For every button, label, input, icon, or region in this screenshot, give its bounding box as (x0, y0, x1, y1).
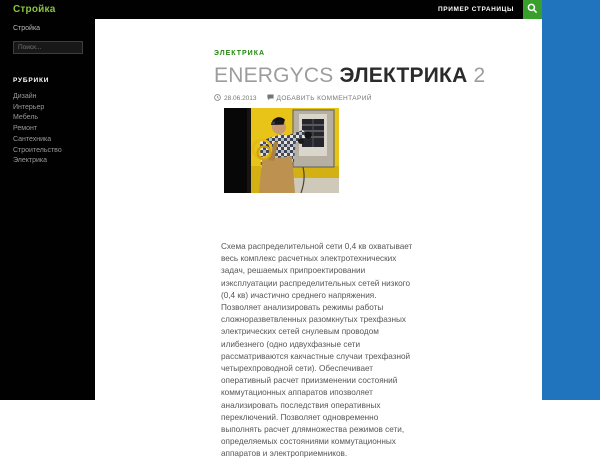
post-date-label: 28.06.2013 (224, 95, 257, 102)
categories-list (13, 92, 95, 167)
sidebar (0, 19, 95, 400)
sidebar-item-design[interactable]: Дизайн (13, 93, 37, 100)
main-content (95, 19, 542, 459)
post-title-cyrillic: ЭЛЕКТРИКА (339, 64, 474, 87)
post-article (214, 42, 524, 459)
site-header (0, 0, 542, 19)
search-icon (527, 2, 538, 17)
post-body-text: Схема распределительной сети 0,4 кв охватывает весь комплекс расчетных электротехнических задач, решаемых припроектировании иэксплуатации распределительных сетей низкого (0,4 кв) ичастично среднего напряжения. Позволяет анализировать режимы работы сложноразветвленных разомкнутых трехфазных электрических сетей снулевым проводом илибезнего (одно идвухфазные сети рассматриваются какчастные случаи трехфазной четырехпроводной сети). Обеспечивает оперативный расчет приизменении состояний коммутационных аппаратов ипозволяет анализировать последствия оперативных переключений. Позволяет одновременно выполнять расчет длямножества режимов сети, определяемых состояниями коммутационных аппаратов и электроприемников. (221, 242, 413, 459)
post-title-latin: ENERGYCS (214, 64, 340, 87)
sidebar-item-construction[interactable]: Строительство (13, 146, 62, 154)
post-category-link[interactable]: ЭЛЕКТРИКА (214, 50, 266, 57)
post-image-electrician-at-panel (224, 108, 339, 193)
clock-icon (214, 94, 224, 103)
add-comment-link[interactable] (267, 94, 372, 103)
sidebar-item-repair[interactable]: Ремонт (13, 125, 38, 133)
sidebar-item-electrics[interactable]: Электрика (13, 157, 48, 165)
sidebar-item-interior[interactable]: Интерьер (13, 103, 45, 111)
header-nav (438, 0, 542, 19)
nav-item-sample-page[interactable]: ПРИМЕР СТРАНИЦЫ (437, 6, 514, 13)
background-blue-strip (542, 0, 600, 400)
post-meta (214, 94, 524, 103)
search-input[interactable] (13, 41, 83, 54)
categories-widget-title: РУБРИКИ (13, 77, 50, 84)
site-title-link[interactable]: Стройка (13, 4, 56, 15)
sidebar-item-furniture[interactable]: Мебель (13, 114, 39, 122)
post-title-number: 2 (473, 64, 486, 87)
search-button[interactable] (523, 0, 542, 19)
post-date[interactable] (214, 94, 257, 103)
comment-icon (267, 94, 277, 103)
sidebar-site-link[interactable]: Стройка (13, 25, 41, 32)
post-title (214, 64, 524, 88)
add-comment-label: ДОБАВИТЬ КОММЕНТАРИЙ (276, 95, 372, 102)
sidebar-item-plumbing[interactable]: Сантехника (13, 135, 52, 143)
